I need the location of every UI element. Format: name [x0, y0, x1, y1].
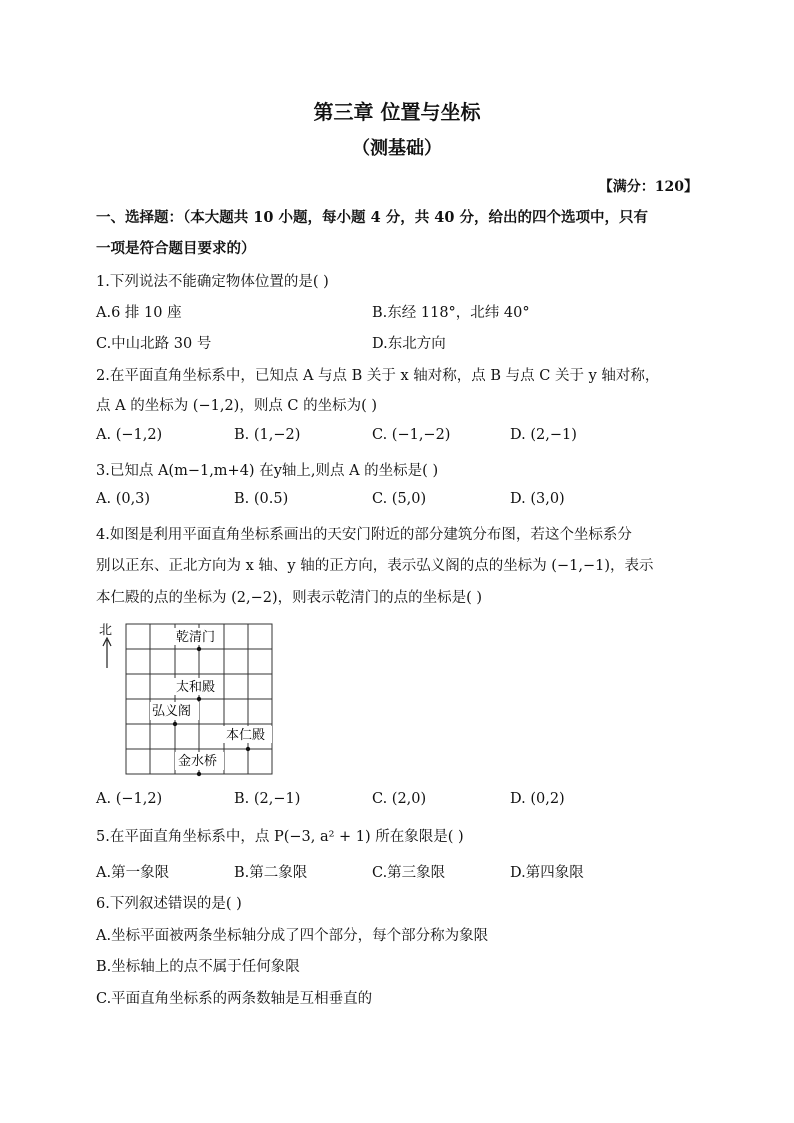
- section-heading-line2: 一项是符合题目要求的）: [96, 240, 256, 257]
- question-4-option-b: B. (2,−1): [234, 791, 301, 807]
- question-3-option-a: A. (0,3): [96, 491, 151, 507]
- question-5-option-b: B.第二象限: [234, 865, 308, 881]
- label-jinshuiqiao: 金水桥: [178, 754, 218, 769]
- question-6-option-a: A.坐标平面被两条坐标轴分成了四个部分，每个部分称为象限: [96, 928, 489, 944]
- question-4-option-d: D. (0,2): [510, 791, 565, 807]
- question-1-option-b: B.东经 118°，北纬 40°: [372, 305, 530, 321]
- question-2-option-a: A. (−1,2): [96, 427, 163, 443]
- label-qianqingmen: 乾清门: [176, 630, 216, 645]
- page-title: 第三章 位置与坐标: [313, 100, 481, 124]
- section-heading-line1: 一、选择题：（本大题共 10 小题，每小题 4 分，共 40 分，给出的四个选项中，只有: [96, 209, 648, 226]
- question-1-option-a: A.6 排 10 座: [96, 305, 182, 321]
- question-5-stem: 5.在平面直角坐标系中，点 P(−3, a² + 1) 所在象限是( ): [96, 829, 464, 845]
- question-4-stem-line3: 本仁殿的点的坐标为 (2,−2)，则表示乾清门的点的坐标是( ): [96, 590, 483, 606]
- question-3-stem: 3.已知点 A(m−1,m+4) 在y轴上,则点 A 的坐标是( ): [96, 463, 439, 479]
- label-hongyige: 弘义阁: [152, 704, 192, 719]
- question-5-option-c: C.第三象限: [372, 865, 446, 881]
- question-4-stem-line1: 4.如图是利用平面直角坐标系画出的天安门附近的部分建筑分布图，若这个坐标系分: [96, 527, 632, 543]
- question-1-option-c: C.中山北路 30 号: [96, 336, 212, 352]
- point-benrendian: [246, 747, 250, 751]
- question-6-option-c: C.平面直角坐标系的两条数轴是互相垂直的: [96, 991, 373, 1007]
- question-6-option-b: B.坐标轴上的点不属于任何象限: [96, 959, 300, 975]
- point-qianqingmen: [197, 647, 201, 651]
- question-6-stem: 6.下列叙述错误的是( ): [96, 896, 242, 912]
- score-label: 【满分：120】: [598, 179, 698, 195]
- question-3-option-c: C. (5,0): [372, 491, 427, 507]
- question-2-stem-line2: 点 A 的坐标为 (−1,2)，则点 C 的坐标为( ): [96, 398, 378, 414]
- question-4-option-a: A. (−1,2): [96, 791, 163, 807]
- question-1-option-d: D.东北方向: [372, 336, 446, 352]
- question-5-option-a: A.第一象限: [96, 865, 170, 881]
- north-label: 北: [99, 623, 113, 638]
- point-jinshuiqiao: [197, 772, 201, 776]
- question-4-stem-line2: 别以正东、正北方向为 x 轴、y 轴的正方向，表示弘义阁的点的坐标为 (−1,−1)，表示: [96, 558, 654, 574]
- page-subtitle: （测基础）: [352, 138, 442, 159]
- point-hongyige: [173, 722, 177, 726]
- building-map-figure: [96, 618, 286, 778]
- question-2-stem-line1: 2.在平面直角坐标系中，已知点 A 与点 B 关于 x 轴对称，点 B 与点 C 关于 y 轴对称，: [96, 368, 660, 384]
- question-3-option-b: B. (0.5): [234, 491, 289, 507]
- question-2-option-c: C. (−1,−2): [372, 427, 451, 443]
- question-5-option-d: D.第四象限: [510, 865, 584, 881]
- question-2-option-b: B. (1,−2): [234, 427, 301, 443]
- label-taihedian: 太和殿: [176, 680, 216, 695]
- question-3-option-d: D. (3,0): [510, 491, 565, 507]
- label-benrendian: 本仁殿: [226, 728, 266, 743]
- point-taihedian: [197, 697, 201, 701]
- question-4-option-c: C. (2,0): [372, 791, 427, 807]
- question-2-option-d: D. (2,−1): [510, 427, 577, 443]
- question-1-stem: 1.下列说法不能确定物体位置的是( ): [96, 274, 329, 290]
